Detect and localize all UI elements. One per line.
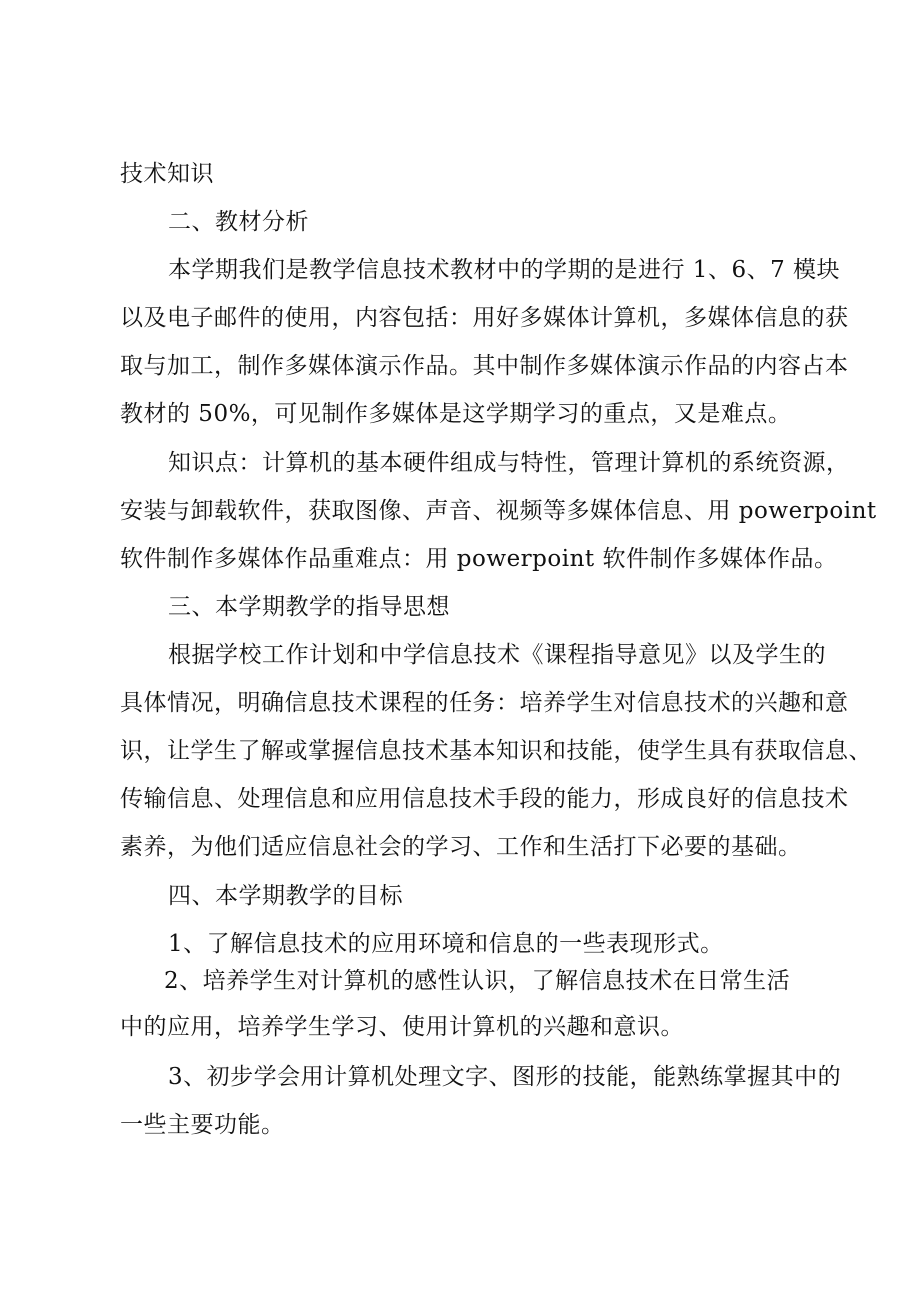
paragraph-line: 安装与卸载软件，获取图像、声音、视频等多媒体信息、用 powerpoint	[120, 498, 877, 524]
paragraph-line: 知识点：计算机的基本硬件组成与特性，管理计算机的系统资源，	[168, 450, 850, 476]
list-item: 3、初步学会用计算机处理文字、图形的技能，能熟练掌握其中的	[168, 1064, 842, 1090]
paragraph-line: 传输信息、处理信息和应用信息技术手段的能力，形成良好的信息技术	[120, 786, 849, 812]
paragraph-line: 识，让学生了解或掌握信息技术基本知识和技能，使学生具有获取信息、	[120, 738, 872, 764]
list-item: 2、培养学生对计算机的感性认识，了解信息技术在日常生活	[164, 968, 791, 994]
paragraph-line: 技术知识	[120, 161, 214, 187]
paragraph-line: 以及电子邮件的使用，内容包括：用好多媒体计算机，多媒体信息的获	[120, 305, 849, 331]
paragraph-line: 本学期我们是教学信息技术教材中的学期的是进行 1、6、7 模块	[168, 257, 841, 283]
list-item: 1、了解信息技术的应用环境和信息的一些表现形式。	[168, 931, 724, 957]
section-heading: 四、本学期教学的目标	[168, 883, 403, 909]
paragraph-line: 软件制作多媒体作品重难点：用 powerpoint 软件制作多媒体作品。	[120, 546, 838, 572]
paragraph-line: 取与加工，制作多媒体演示作品。其中制作多媒体演示作品的内容占本	[120, 353, 849, 379]
section-heading: 三、本学期教学的指导思想	[168, 594, 450, 620]
paragraph-line: 具体情况，明确信息技术课程的任务：培养学生对信息技术的兴趣和意	[120, 690, 849, 716]
paragraph-line: 素养，为他们适应信息社会的学习、工作和生活打下必要的基础。	[120, 834, 802, 860]
paragraph-line: 中的应用，培养学生学习、使用计算机的兴趣和意识。	[120, 1014, 684, 1040]
paragraph-line: 教材的 50%，可见制作多媒体是这学期学习的重点，又是难点。	[120, 401, 792, 427]
paragraph-line: 一些主要功能。	[120, 1112, 285, 1138]
paragraph-line: 根据学校工作计划和中学信息技术《课程指导意见》以及学生的	[168, 642, 826, 668]
section-heading: 二、教材分析	[168, 209, 309, 235]
